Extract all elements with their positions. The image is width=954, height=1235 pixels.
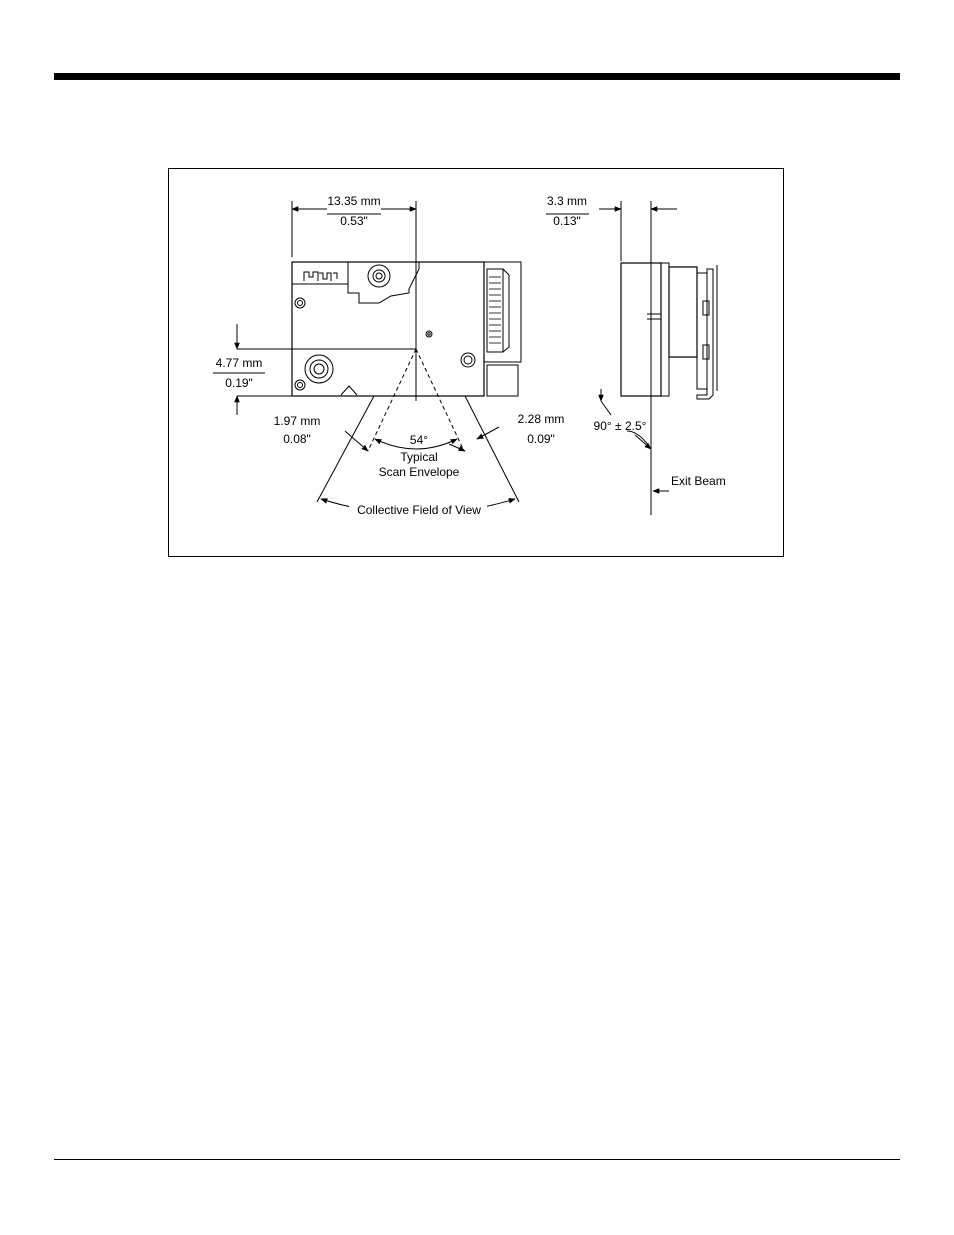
scan-envelope-label-line1: Typical (400, 450, 438, 464)
depth-mm-label: 3.3 mm (546, 194, 588, 208)
scan-angle-label: 54° (409, 433, 429, 447)
height-mm-label: 4.77 mm (215, 356, 263, 370)
beam-angle-label: 90° ± 2.5° (593, 419, 647, 433)
right-offset-in-label: 0.09" (527, 432, 555, 446)
dimension-drawing (169, 169, 785, 558)
scan-envelope-label-line2: Scan Envelope (378, 465, 460, 479)
height-in-label: 0.19" (225, 376, 253, 390)
left-offset-mm-label: 1.97 mm (273, 414, 321, 428)
front-view-labels (216, 194, 565, 517)
width-in-label: 0.53" (340, 214, 368, 228)
width-mm-label: 13.35 mm (327, 194, 381, 208)
header-rule (54, 73, 900, 80)
field-of-view-label: Collective Field of View (357, 503, 481, 517)
left-offset-in-label: 0.08" (283, 432, 311, 446)
right-offset-mm-label: 2.28 mm (517, 412, 565, 426)
footer-rule (54, 1159, 900, 1160)
exit-beam-label: Exit Beam (671, 474, 726, 488)
scan-engine-dimension-figure (168, 168, 784, 557)
side-view (546, 201, 717, 515)
depth-in-label: 0.13" (553, 214, 581, 228)
side-view-labels (547, 194, 726, 488)
